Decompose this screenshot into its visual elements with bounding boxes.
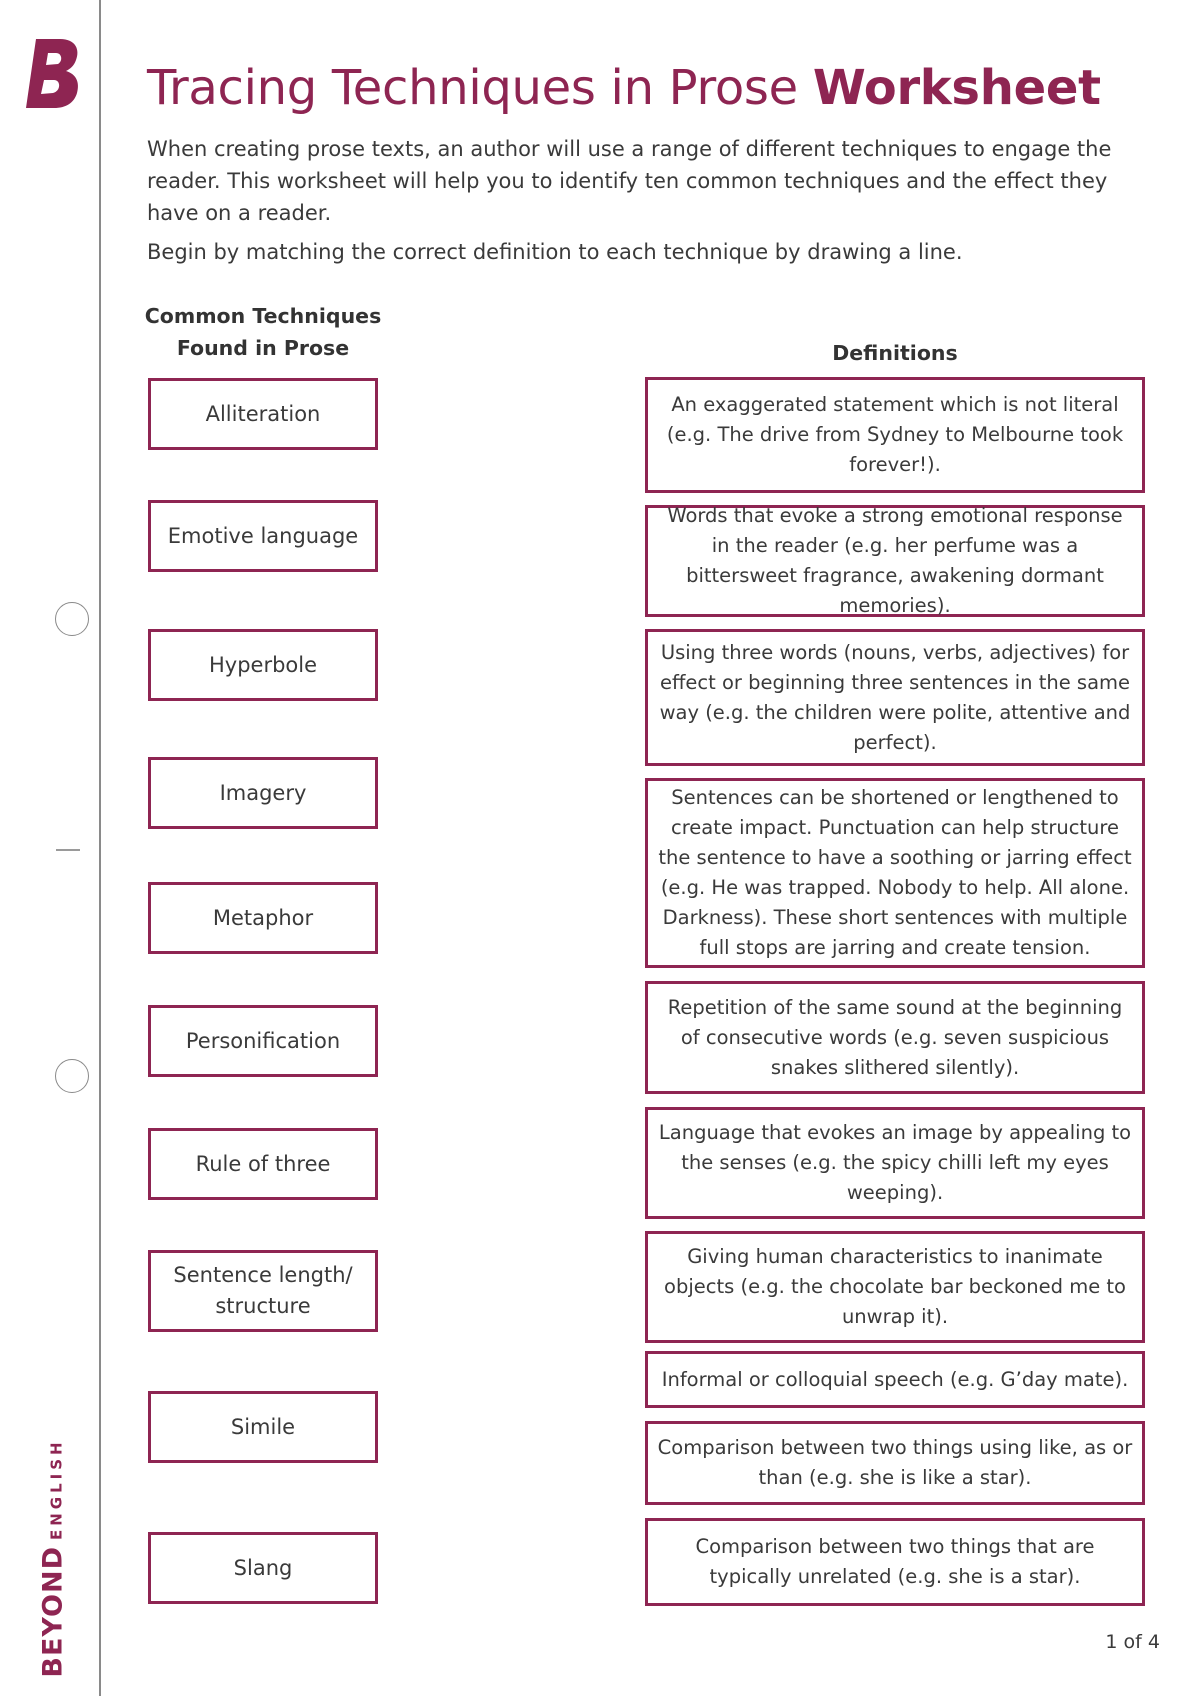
binder-hole-bottom — [55, 1059, 89, 1093]
fold-mark — [56, 849, 80, 851]
brand-wordmark — [38, 1438, 69, 1677]
definition-box[interactable] — [645, 1231, 1145, 1343]
techniques-header: Common Techniques Found in Prose — [144, 304, 382, 360]
technique-box[interactable] — [148, 1250, 378, 1332]
technique-box[interactable] — [148, 757, 378, 829]
definition-text: Language that evokes an image by appealing to the senses (e.g. the spicy chilli left my eyes weeping). — [658, 1121, 1132, 1204]
technique-label: Sentence length/ structure — [173, 1263, 353, 1318]
technique-label: Alliteration — [205, 401, 321, 426]
technique-box[interactable] — [148, 1128, 378, 1200]
technique-label: Metaphor — [212, 905, 314, 930]
technique-box[interactable] — [148, 378, 378, 450]
definition-text: Repetition of the same sound at the beginning of consecutive words (e.g. seven suspicious snakes slithered silently). — [667, 995, 1123, 1079]
definition-box[interactable] — [645, 377, 1145, 493]
margin-line — [99, 0, 101, 1696]
title-regular: Tracing Techniques in Prose — [147, 60, 798, 116]
definition-box[interactable] — [645, 1518, 1145, 1606]
definition-text: Words that evoke a strong emotional response in the reader (e.g. her perfume was a bittersweet fragrance, awakening dormant memories). — [667, 504, 1123, 617]
definition-text: Giving human characteristics to inanimate objects (e.g. the chocolate bar beckoned me to unwrap it). — [664, 1245, 1126, 1328]
definition-box[interactable] — [645, 629, 1145, 766]
title-bold: Worksheet — [812, 60, 1101, 116]
definitions-header: Definitions — [832, 341, 958, 365]
definition-text: An exaggerated statement which is not literal (e.g. The drive from Sydney to Melbourne took forever!). — [666, 393, 1124, 476]
technique-box[interactable] — [148, 1532, 378, 1604]
technique-label: Imagery — [219, 780, 307, 805]
brand-name-main: BEYOND — [37, 1546, 69, 1678]
technique-box[interactable] — [148, 1005, 378, 1077]
definition-box[interactable] — [645, 778, 1145, 968]
page-number: 1 of 4 — [1105, 1631, 1160, 1653]
page-title — [147, 60, 1101, 116]
definition-text: Sentences can be shortened or lengthened to create impact. Punctuation can help structure the sentence to have a soothing or jarring effect (e.g. He was trapped. Nobody to help. All alone. Darkness). These short sentences with multiple full stops are jarring and create tension. — [658, 786, 1132, 959]
technique-label: Emotive language — [167, 523, 359, 548]
technique-box[interactable] — [148, 882, 378, 954]
technique-label: Hyperbole — [208, 652, 318, 677]
definition-box[interactable] — [645, 1421, 1145, 1505]
brand-logo-icon — [24, 36, 82, 110]
definition-box[interactable] — [645, 1107, 1145, 1219]
technique-box[interactable] — [148, 500, 378, 572]
instruction-paragraph: Begin by matching the correct definition to each technique by drawing a line. — [147, 240, 963, 264]
brand-name-sub: ENGLISH — [47, 1438, 66, 1541]
technique-label: Personification — [185, 1028, 341, 1053]
definition-text: Comparison between two things using like, as or than (e.g. she is like a star). — [657, 1436, 1133, 1489]
technique-box[interactable] — [148, 1391, 378, 1463]
definition-text: Comparison between two things that are typically unrelated (e.g. she is a star). — [695, 1535, 1095, 1588]
definition-box[interactable] — [645, 981, 1145, 1094]
technique-label: Rule of three — [195, 1151, 331, 1176]
binder-hole-top — [55, 602, 89, 636]
intro-paragraph: When creating prose texts, an author will use a range of different techniques to engage the reader. This worksheet will help you to identify ten common techniques and the effect they have on a reader. — [147, 137, 1112, 225]
definition-box[interactable] — [645, 1351, 1145, 1408]
definition-box[interactable] — [645, 505, 1145, 617]
technique-label: Slang — [233, 1555, 293, 1580]
definition-text: Using three words (nouns, verbs, adjectives) for effect or beginning three sentences in the same way (e.g. the children were polite, attentive and perfect). — [659, 640, 1131, 754]
technique-label: Simile — [230, 1414, 296, 1439]
definition-text: Informal or colloquial speech (e.g. G’day mate). — [661, 1367, 1129, 1391]
technique-box[interactable] — [148, 629, 378, 701]
